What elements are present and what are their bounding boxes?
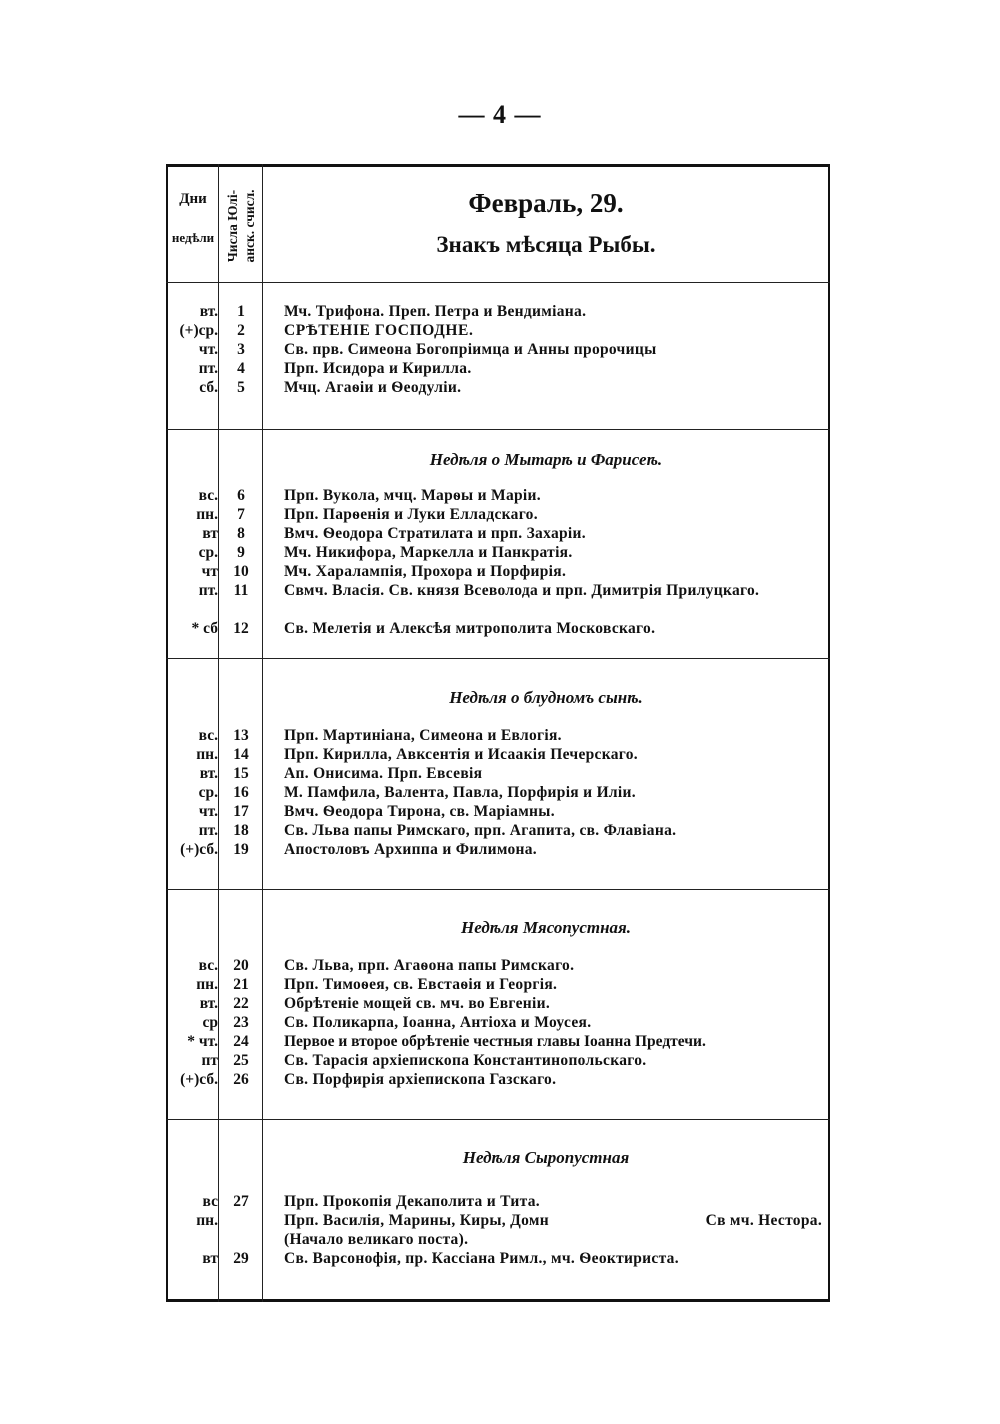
weekday: вт. xyxy=(199,995,218,1012)
date-number: 15 xyxy=(233,765,249,782)
saints-text: Прп. Парѳенія и Луки Елладскаго. xyxy=(284,506,538,523)
week-heading: Недѣля Мясопустная. xyxy=(460,918,632,937)
date-number: 7 xyxy=(237,506,245,523)
day-row xyxy=(166,359,830,379)
saints-text: Прп. Тимоѳея, св. Евстаѳія и Георгія. xyxy=(284,976,558,993)
date-number: 29 xyxy=(233,1250,249,1267)
day-row xyxy=(166,1211,830,1231)
weekday: ср. xyxy=(198,784,218,801)
saints-text: Апостоловъ Архиппа и Филимона. xyxy=(284,841,537,858)
days-column-header xyxy=(168,192,218,244)
weekday: вс. xyxy=(198,727,218,744)
date-number: 24 xyxy=(233,1033,249,1050)
day-row xyxy=(166,619,830,639)
weekday: вт xyxy=(202,525,218,542)
day-row xyxy=(166,956,830,976)
header-divider xyxy=(166,282,830,283)
weekday: ср. xyxy=(198,544,218,561)
saints-text: Св. Мелетія и Алексѣя митрополита Московскаго. xyxy=(284,620,656,637)
date-number: 10 xyxy=(233,563,249,580)
day-row xyxy=(166,726,830,746)
day-row xyxy=(166,543,830,563)
date-number: 25 xyxy=(233,1052,249,1069)
date-number: 16 xyxy=(233,784,249,801)
saints-text: Мч. Никифора, Маркелла и Панкратія. xyxy=(284,544,573,561)
day-row xyxy=(166,802,830,822)
saints-text: Мч. Трифона. Преп. Петра и Вендиміана. xyxy=(284,303,587,320)
saints-text: Свмч. Власія. Св. князя Всеволода и прп. Димитрія Прилуцкаго. xyxy=(284,582,760,599)
date-number: 4 xyxy=(237,360,245,377)
date-number: 8 xyxy=(237,525,245,542)
weekday: пт. xyxy=(198,360,218,377)
date-number: 17 xyxy=(233,803,249,820)
saints-text: М. Памфила, Валента, Павла, Порфирія и Иліи. xyxy=(284,784,636,801)
weekday: вт xyxy=(202,1250,218,1267)
date-number: 12 xyxy=(233,620,249,637)
weekday: чт. xyxy=(198,341,218,358)
weekday: пн. xyxy=(196,1212,218,1229)
weekday: пт xyxy=(201,1052,218,1069)
days-header-line1: Дни xyxy=(179,191,207,207)
day-row xyxy=(166,975,830,995)
day-row xyxy=(166,1013,830,1033)
day-row xyxy=(166,1032,830,1052)
week-divider xyxy=(166,658,830,659)
numbers-header-line2: анск. счисл. xyxy=(242,189,257,263)
week-divider xyxy=(166,429,830,430)
saints-text: Вмч. Ѳеодора Тирона, св. Маріамны. xyxy=(284,803,555,820)
day-row xyxy=(166,1070,830,1090)
weekday: вт. xyxy=(199,303,218,320)
saints-text: Прп. Василія, Марины, Киры, Домн xyxy=(284,1212,549,1229)
weekday: пн. xyxy=(196,976,218,993)
zodiac-subtitle: Знакъ мѣсяца Рыбы. xyxy=(436,232,656,257)
date-number: 26 xyxy=(233,1071,249,1088)
weekday: пн. xyxy=(196,746,218,763)
weekday: (+)сб. xyxy=(180,1071,218,1088)
date-number: 5 xyxy=(237,379,245,396)
day-row xyxy=(166,505,830,525)
week-heading: Недѣля о Мытарѣ и Фарисеѣ. xyxy=(429,450,663,469)
date-number: 20 xyxy=(233,957,249,974)
weekday: ср xyxy=(202,1014,218,1031)
day-row xyxy=(166,486,830,506)
weekday: сб. xyxy=(199,379,218,396)
saints-text: Прп. Кирилла, Авксентія и Исаакія Печерскаго. xyxy=(284,746,638,763)
weekday: * сб xyxy=(191,620,218,637)
page-number: — 4 — xyxy=(458,100,542,129)
day-row xyxy=(166,840,830,860)
saints-text: Св. Порфирія архіепископа Газскаго. xyxy=(284,1071,557,1088)
date-number: 6 xyxy=(237,487,245,504)
weekday: пт. xyxy=(198,822,218,839)
saints-text: Прп. Вукола, мчц. Марѳы и Маріи. xyxy=(284,487,541,504)
weekday: чт. xyxy=(198,803,218,820)
numbers-header-line1: Числа Юлі- xyxy=(225,189,240,263)
day-row xyxy=(166,562,830,582)
week-heading: Недѣля Сыропустная xyxy=(462,1148,630,1167)
week-divider xyxy=(166,889,830,890)
date-number: 9 xyxy=(237,544,245,561)
date-number: 14 xyxy=(233,746,249,763)
day-row xyxy=(166,524,830,544)
weekday: вс. xyxy=(198,487,218,504)
weekday: (+)ср. xyxy=(179,322,218,339)
date-number: 3 xyxy=(237,341,245,358)
day-row xyxy=(166,340,830,360)
date-number: 11 xyxy=(233,582,249,599)
day-row xyxy=(166,378,830,398)
saints-text: Прп. Мартиніана, Симеона и Евлогія. xyxy=(284,727,562,744)
date-number: 27 xyxy=(233,1193,249,1210)
saints-text: Прп. Прокопія Декаполита и Тита. xyxy=(284,1193,540,1210)
saints-text: Мч. Харалампія, Прохора и Порфирія. xyxy=(284,563,567,580)
days-header-line2: недѣли xyxy=(171,230,215,245)
saints-text: (Начало великаго поста). xyxy=(284,1231,469,1248)
day-row xyxy=(166,994,830,1014)
saints-text: Мчц. Агаѳіи и Ѳеодуліи. xyxy=(284,379,462,396)
saints-text: Св. Тарасія архіепископа Константинопольскаго. xyxy=(284,1052,647,1069)
saints-text: Ап. Онисима. Прп. Евсевія xyxy=(284,765,483,782)
saints-text: Обрѣтеніе мощей св. мч. во Евгеніи. xyxy=(284,995,550,1012)
day-row xyxy=(166,302,830,322)
day-row xyxy=(166,821,830,841)
saints-text: СРѢТЕНІЕ ГОСПОДНЕ. xyxy=(284,322,474,339)
week-heading: Недѣля о блудномъ сынѣ. xyxy=(449,688,643,707)
saints-text: Св. Льва, прп. Агаѳона папы Римскаго. xyxy=(284,957,575,974)
saints-text: Вмч. Ѳеодора Стратилата и прп. Захаріи. xyxy=(284,525,586,542)
saints-text: Прп. Исидора и Кирилла. xyxy=(284,360,472,377)
saints-text: Св. Варсонофія, пр. Кассіана Римл., мч. Ѳеоктириста. xyxy=(284,1250,679,1267)
saints-text: Св. Поликарпа, Іоанна, Антіоха и Моусея. xyxy=(284,1014,592,1031)
weekday: пн. xyxy=(196,506,218,523)
saints-text: Первое и второе обрѣтеніе честныя главы Іоанна Предтечи. xyxy=(284,1033,706,1050)
date-number: 13 xyxy=(233,727,249,744)
weekday: чт xyxy=(201,563,218,580)
saints-text: Св. Льва папы Римскаго, прп. Агапита, св. Флавіана. xyxy=(284,822,677,839)
date-number: 19 xyxy=(233,841,249,858)
day-row xyxy=(166,764,830,784)
weekday: вт. xyxy=(199,765,218,782)
saints-text: Св. прв. Симеона Богопріимца и Анны пророчицы xyxy=(284,341,657,358)
weekday: вс xyxy=(202,1193,218,1210)
day-row xyxy=(166,1051,830,1071)
weekday: вс. xyxy=(198,957,218,974)
day-row xyxy=(166,581,830,621)
date-number: 21 xyxy=(233,976,249,993)
day-row xyxy=(166,321,830,341)
day-row xyxy=(166,783,830,803)
date-number: 23 xyxy=(233,1014,249,1031)
weekday: (+)сб. xyxy=(180,841,218,858)
date-number: 1 xyxy=(237,303,245,320)
day-row xyxy=(166,745,830,765)
day-row xyxy=(166,1249,830,1269)
month-title: Февраль, 29. xyxy=(468,188,624,218)
date-number: 2 xyxy=(237,322,245,339)
saints-text-right: Св мч. Нестора. xyxy=(705,1212,822,1229)
date-number: 22 xyxy=(233,995,249,1012)
weekday: * чт. xyxy=(187,1033,218,1050)
weekday: пт. xyxy=(198,582,218,599)
date-number: 18 xyxy=(233,822,249,839)
week-divider xyxy=(166,1119,830,1120)
day-row-continuation xyxy=(166,1230,830,1250)
numbers-column-header xyxy=(220,174,262,278)
day-row xyxy=(166,1192,830,1212)
